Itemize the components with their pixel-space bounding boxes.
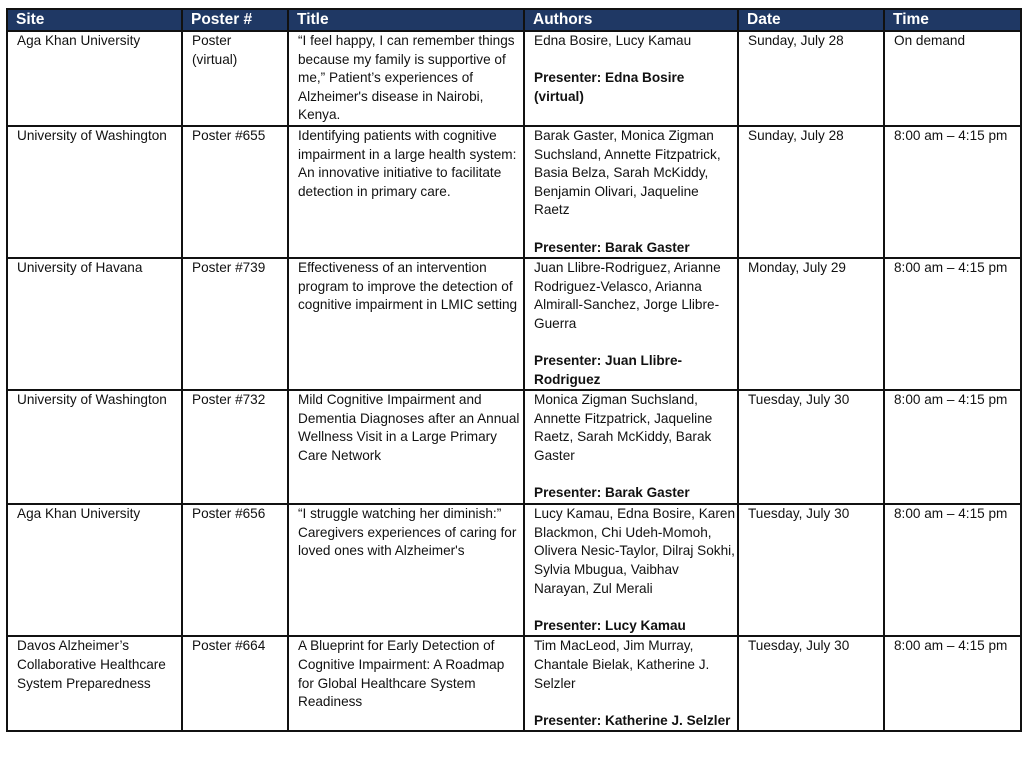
authors-text: Monica Zigman Suchsland, Annette Fitzpatrick, Jaqueline Raetz, Sarah McKiddy, Barak Gaster [534,392,713,464]
table-row [7,258,1021,390]
time-cell: 8:00 am – 4:15 pm [884,126,1021,258]
poster-schedule-table [6,8,1022,732]
date-cell: Monday, July 29 [738,258,884,390]
presenter-text: Presenter: Edna Bosire (virtual) [534,70,685,104]
site-cell: University of Havana [7,258,182,390]
header-time: Time [884,9,1021,31]
poster-cell: Poster #656 [182,504,288,636]
date-cell: Sunday, July 28 [738,31,884,126]
table-row [7,31,1021,126]
header-row [7,9,1021,31]
header-date: Date [738,9,884,31]
authors-cell [524,126,738,258]
date-cell: Tuesday, July 30 [738,390,884,504]
authors-text: Juan Llibre-Rodriguez, Arianne Rodriguez-Velasco, Arianna Almirall-Sanchez, Jorge Llibre-Guerra [534,260,721,331]
poster-cell: Poster #739 [182,258,288,390]
time-cell: 8:00 am – 4:15 pm [884,258,1021,390]
presenter-text: Presenter: Lucy Kamau [534,617,686,633]
time-cell: 8:00 am – 4:15 pm [884,636,1021,731]
date-cell: Sunday, July 28 [738,126,884,258]
time-cell: 8:00 am – 4:15 pm [884,504,1021,636]
authors-cell [524,390,738,504]
date-cell: Tuesday, July 30 [738,504,884,636]
authors-text: Barak Gaster, Monica Zigman Suchsland, Annette Fitzpatrick, Basia Belza, Sarah McKiddy, Benjamin Olivari, Jaqueline Raetz [534,127,721,218]
table-row [7,636,1021,731]
authors-text: Edna Bosire, Lucy Kamau [534,33,692,48]
presenter-text: Presenter: Barak Gaster [534,239,690,255]
time-cell: On demand [884,31,1021,126]
authors-cell [524,636,738,731]
presenter-text: Presenter: Juan Llibre-Rodriguez [534,353,683,387]
title-cell: Mild Cognitive Impairment and Dementia Diagnoses after an Annual Wellness Visit in a Large Primary Care Network [288,390,524,504]
site-cell: Davos Alzheimer’s Collaborative Healthcare System Preparedness [7,636,182,731]
site-cell: University of Washington [7,390,182,504]
poster-cell: Poster #732 [182,390,288,504]
authors-text: Lucy Kamau, Edna Bosire, Karen Blackmon, Chi Udeh-Momoh, Olivera Nesic-Taylor, Dilraj Sokhi, Sylvia Mbugua, Vaibhav Narayan, Zul Merali [534,506,735,596]
table-body [7,31,1021,731]
table-row [7,390,1021,504]
title-cell: Effectiveness of an intervention program to improve the detection of cognitive impairment in LMIC setting [288,258,524,390]
date-cell: Tuesday, July 30 [738,636,884,731]
poster-cell: Poster #664 [182,636,288,731]
header-authors: Authors [524,9,738,31]
authors-text: Tim MacLeod, Jim Murray, Chantale Bielak, Katherine J. Selzler [534,638,710,691]
authors-cell [524,31,738,126]
table-header [7,9,1021,31]
title-cell: Identifying patients with cognitive impairment in a large health system: An innovative initiative to facilitate detection in primary care. [288,126,524,258]
authors-cell [524,504,738,636]
table-row [7,126,1021,258]
table-row [7,504,1021,636]
site-cell: Aga Khan University [7,31,182,126]
site-cell: University of Washington [7,126,182,258]
header-title: Title [288,9,524,31]
header-poster: Poster # [182,9,288,31]
site-cell: Aga Khan University [7,504,182,636]
poster-cell: Poster #655 [182,126,288,258]
time-cell: 8:00 am – 4:15 pm [884,390,1021,504]
poster-cell: Poster (virtual) [182,31,288,126]
authors-cell [524,258,738,390]
presenter-text: Presenter: Katherine J. Selzler [534,712,731,728]
header-site: Site [7,9,182,31]
presenter-text: Presenter: Barak Gaster [534,485,690,501]
title-cell: “I struggle watching her diminish:” Caregivers experiences of caring for loved ones with Alzheimer's [288,504,524,636]
title-cell: A Blueprint for Early Detection of Cognitive Impairment: A Roadmap for Global Healthcare System Readiness [288,636,524,731]
title-cell: “I feel happy, I can remember things because my family is supportive of me,” Patient’s experiences of Alzheimer's disease in Nairobi, Kenya. [288,31,524,126]
